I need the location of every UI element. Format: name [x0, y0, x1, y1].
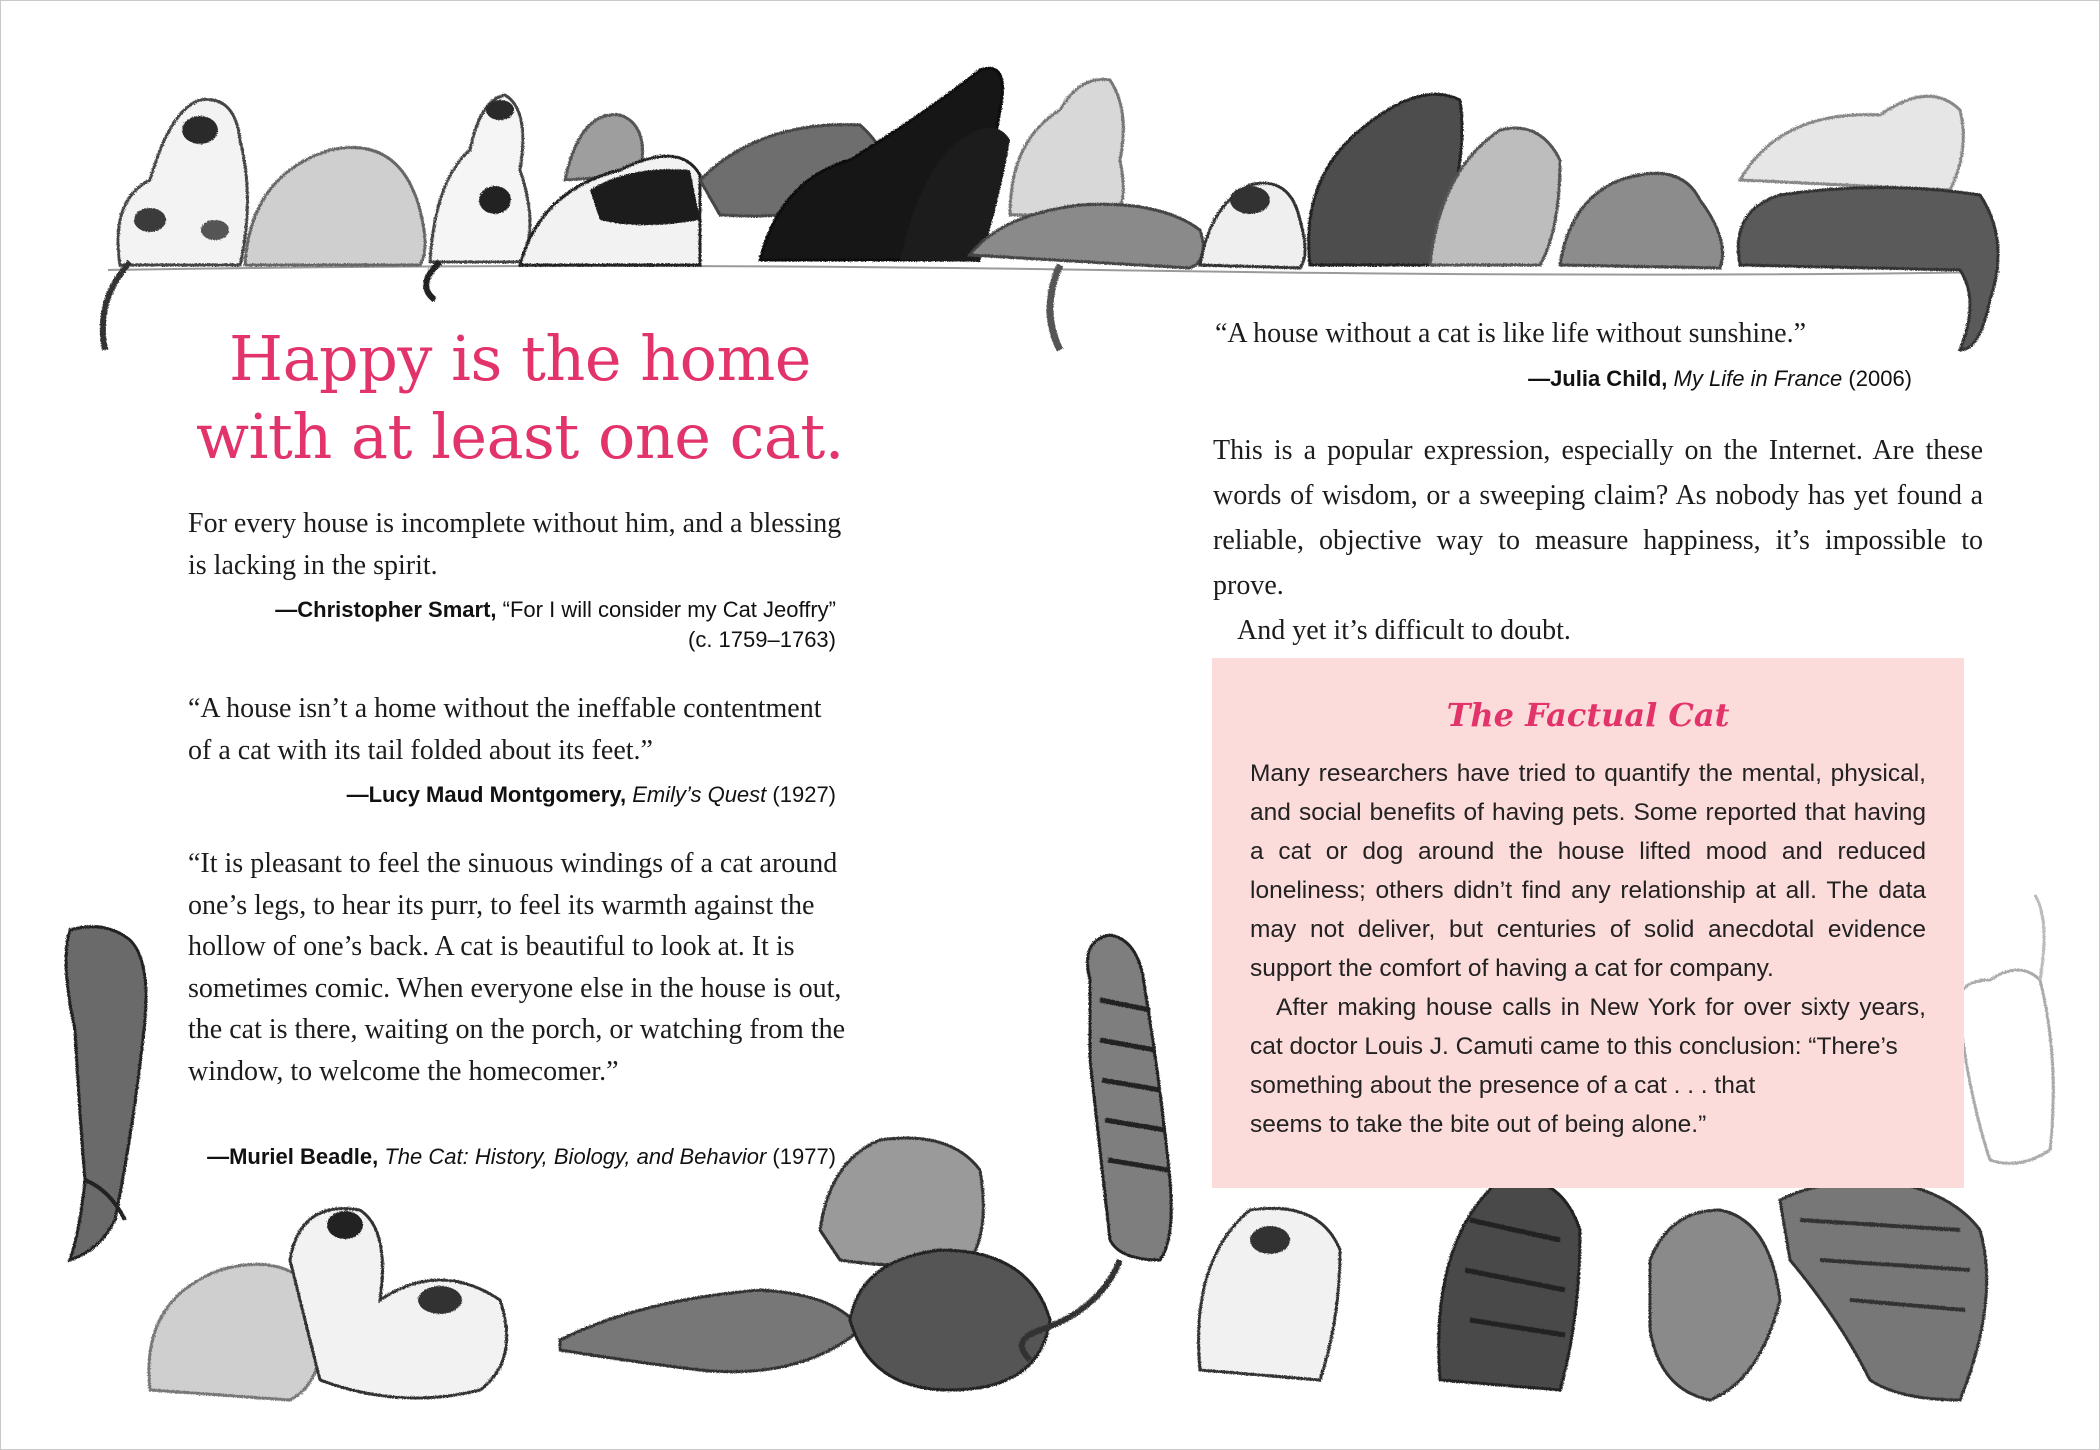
body-paragraph	[1213, 428, 1983, 653]
title-line-2: with at least one cat.	[196, 400, 844, 473]
quote-smart-attribution	[188, 595, 836, 655]
title-line-1: Happy is the home	[229, 322, 811, 395]
quote-beadle-author: —Muriel Beadle,	[207, 1144, 379, 1169]
quote-montgomery-attribution	[188, 780, 836, 810]
quote-beadle: “It is pleasant to feel the sinuous windings of a cat around one’s legs, to hear its purr, to feel its warmth against the hollow of one’s back. A cat is beautiful to look at. It is sometimes comic. When everyone else in the house is out, the cat is there, waiting on the porch, or watching from the window, to welcome the homecomer.”	[188, 848, 846, 1087]
page-title	[180, 320, 860, 476]
quote-montgomery-author: —Lucy Maud Montgomery,	[346, 782, 627, 807]
sidebar-body	[1250, 754, 1926, 1144]
sidebar-paragraph-2: After making house calls in New York for over sixty years, cat doctor Louis J. Camuti came to this conclusion: “There’s	[1250, 994, 1926, 1060]
sidebar-title: The Factual Cat	[1446, 696, 1730, 734]
quote-smart-date: (c. 1759–1763)	[688, 627, 836, 652]
quote-montgomery-date: (1927)	[772, 782, 836, 807]
body-paragraph-1: This is a popular expression, especially on the Internet. Are these words of wisdom, or a sweeping claim? As nobody has yet found a reliable, objective way to measure happiness, it’s impossible to prove.	[1213, 435, 1983, 601]
quote-julia-child-source: My Life in France	[1673, 366, 1843, 391]
quote-smart: For every house is incomplete without him, and a blessing is lacking in the spirit.	[188, 508, 842, 581]
quote-beadle-source: The Cat: History, Biology, and Behavior	[384, 1144, 767, 1169]
body-paragraph-2: And yet it’s difficult to doubt.	[1237, 615, 1571, 646]
quote-montgomery: “A house isn’t a home without the ineffable contentment of a cat with its tail folded about its feet.”	[188, 693, 822, 766]
quote-julia-child-author: —Julia Child,	[1528, 366, 1668, 391]
quote-smart-source: “For I will consider my Cat Jeoffry”	[502, 597, 836, 622]
factual-cat-sidebar	[1212, 658, 1964, 1188]
quote-julia-child-attribution	[1215, 364, 1912, 394]
sidebar-paragraph-2-end: something about the presence of a cat . . . that seems to take the bite out of being alone.”	[1250, 1072, 1756, 1138]
quote-julia-child-date: (2006)	[1848, 366, 1912, 391]
quote-smart-author: —Christopher Smart,	[275, 597, 497, 622]
quote-beadle-date: (1977)	[772, 1144, 836, 1169]
quote-beadle-attribution	[188, 1142, 836, 1172]
quote-montgomery-source: Emily’s Quest	[632, 782, 767, 807]
sidebar-paragraph-1: Many researchers have tried to quantify the mental, physical, and social benefits of having pets. Some reported that having a cat or dog around the house lifted mood and reduced loneliness; others didn’t find any relationship at all. The data may not deliver, but centuries of solid anecdotal evidence support the comfort of having a cat for company.	[1250, 760, 1926, 982]
quote-julia-child: “A house without a cat is like life without sunshine.”	[1215, 318, 1807, 349]
